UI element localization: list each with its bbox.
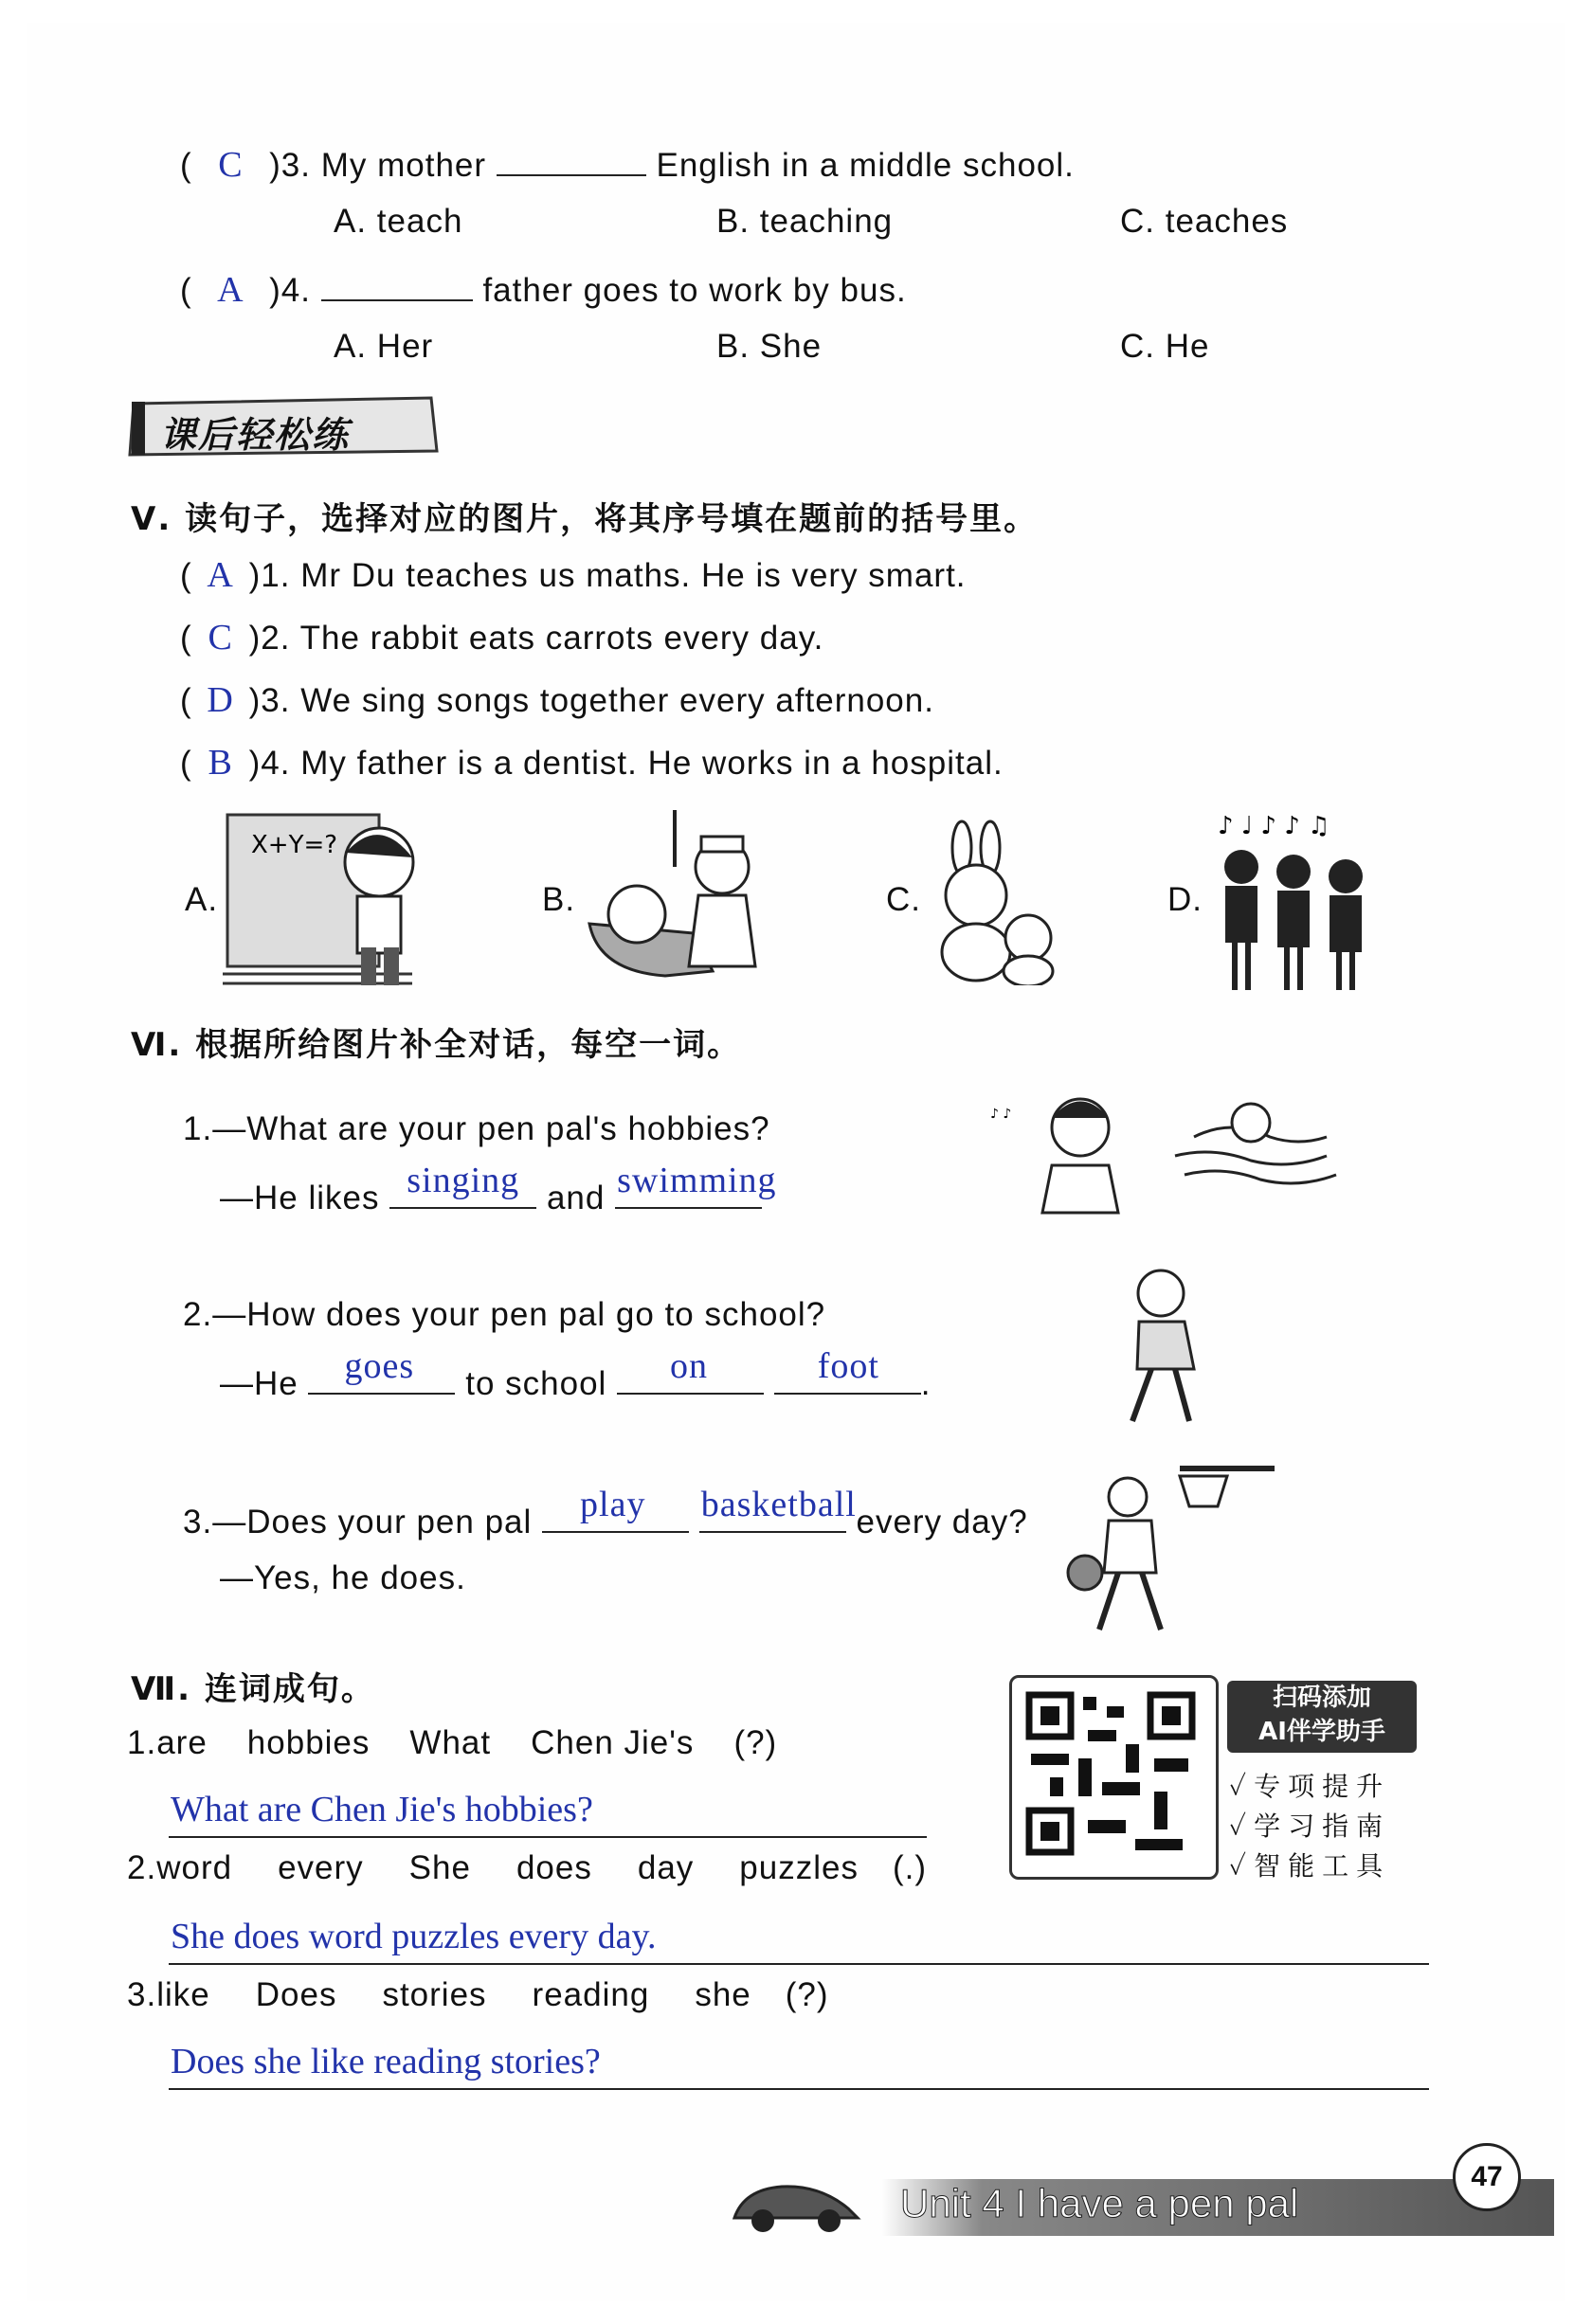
answer: A bbox=[217, 270, 244, 310]
qr-feature: ✓智能工具 bbox=[1229, 1850, 1391, 1882]
s5-item-4: ( B )4. My father is a dentist. He works in a hospital. bbox=[180, 743, 1004, 783]
qr-code-icon bbox=[1012, 1678, 1210, 1871]
walking-boy-picture bbox=[1109, 1265, 1218, 1435]
check-icon: ✓ bbox=[1229, 1850, 1255, 1882]
answer-blank[interactable] bbox=[497, 140, 646, 176]
s6-q3-line1: 3.—Does your pen pal play basketball every day? bbox=[183, 1485, 1028, 1540]
qr-card[interactable] bbox=[1009, 1675, 1417, 1882]
answer-blank[interactable]: play bbox=[542, 1497, 689, 1533]
page-number: 47 bbox=[1453, 2143, 1521, 2211]
section-banner bbox=[128, 396, 441, 459]
s7-item-1-line[interactable] bbox=[169, 1836, 927, 1838]
option-b: B. teaching bbox=[716, 203, 894, 240]
question-3: ( C )3. My mother English in a middle school. bbox=[180, 140, 1075, 186]
hobbies-picture bbox=[986, 1080, 1346, 1241]
chalkboard-text: X+Y=? bbox=[251, 831, 338, 859]
s5-item-2: ( C )2. The rabbit eats carrots every day. bbox=[180, 618, 824, 658]
answer-blank[interactable] bbox=[321, 265, 473, 301]
answer-blank[interactable]: basketball bbox=[699, 1497, 846, 1533]
qr-code[interactable] bbox=[1009, 1675, 1219, 1880]
s5-item-3: ( D )3. We sing songs together every afternoon. bbox=[180, 680, 934, 720]
section-5-heading: Ⅴ. 读句子，选择对应的图片，将其序号填在题前的括号里。 bbox=[131, 500, 1039, 538]
s7-item-3-line[interactable] bbox=[169, 2088, 1429, 2090]
singing-children-picture bbox=[1208, 805, 1379, 995]
answer-blank[interactable]: on bbox=[617, 1359, 764, 1395]
s7-item-2-line[interactable] bbox=[169, 1963, 1429, 1965]
option-a: A. teach bbox=[334, 203, 463, 240]
qr-feature: ✓专项提升 bbox=[1229, 1771, 1391, 1802]
pic-label-a: A. bbox=[185, 881, 219, 918]
s6-q1-line2: —He likes singing and swimming bbox=[220, 1161, 777, 1216]
s7-item-1-answer: What are Chen Jie's hobbies? bbox=[171, 1790, 593, 1829]
question-4: ( A )4. father goes to work by bus. bbox=[180, 265, 907, 311]
s7-item-2-answer: She does word puzzles every day. bbox=[171, 1917, 657, 1956]
answer-blank[interactable]: swimming bbox=[615, 1173, 762, 1209]
answer-blank[interactable]: singing bbox=[389, 1173, 536, 1209]
option-c: C. teaches bbox=[1120, 203, 1289, 240]
check-icon: ✓ bbox=[1229, 1811, 1255, 1842]
rabbits-picture bbox=[924, 820, 1066, 985]
qr-tag: 扫码添加 AI伴学助手 bbox=[1227, 1681, 1417, 1753]
dentist-picture bbox=[580, 810, 779, 985]
section-6-heading: Ⅵ. 根据所给图片补全对话，每空一词。 bbox=[131, 1026, 742, 1064]
s6-q2-line1: 2.—How does your pen pal go to school? bbox=[183, 1296, 826, 1333]
footer-unit-title: Unit 4 I have a pen pal bbox=[900, 2181, 1299, 2225]
basketball-picture bbox=[1057, 1459, 1284, 1639]
qr-feature: ✓学习指南 bbox=[1229, 1811, 1391, 1842]
answer-blank[interactable]: goes bbox=[308, 1359, 455, 1395]
pic-label-c: C. bbox=[886, 881, 921, 918]
answer-blank[interactable]: foot bbox=[774, 1359, 921, 1395]
section-7-heading: Ⅶ. 连词成句。 bbox=[131, 1670, 375, 1708]
svg-text:♪ ♪: ♪ ♪ bbox=[990, 1107, 1012, 1122]
pic-label-b: B. bbox=[542, 881, 576, 918]
s7-item-3-words: 3.like Does stories reading she (?) bbox=[127, 1976, 829, 2013]
s6-q1-line1: 1.—What are your pen pal's hobbies? bbox=[183, 1110, 770, 1147]
pic-label-d: D. bbox=[1167, 881, 1203, 918]
check-icon: ✓ bbox=[1229, 1771, 1255, 1802]
s7-item-2-words: 2.word every She does day puzzles (.) bbox=[127, 1849, 928, 1886]
banner-title: 课后轻松练 bbox=[160, 414, 351, 456]
s7-item-1-words: 1.are hobbies What Chen Jie's (?) bbox=[127, 1724, 778, 1761]
s6-q2-line2: —He goes to school on foot . bbox=[220, 1346, 932, 1402]
teacher-picture bbox=[223, 805, 441, 990]
svg-text:♪ ♩ ♪ ♪ ♫: ♪ ♩ ♪ ♪ ♫ bbox=[1218, 812, 1330, 840]
option-b: B. She bbox=[716, 328, 823, 365]
s7-item-3-answer: Does she like reading stories? bbox=[171, 2042, 601, 2081]
s5-item-1: ( A )1. Mr Du teaches us maths. He is very smart. bbox=[180, 555, 967, 595]
option-c: C. He bbox=[1120, 328, 1210, 365]
s6-q3-line2: —Yes, he does. bbox=[220, 1559, 466, 1596]
car-icon bbox=[725, 2175, 867, 2236]
answer: C bbox=[218, 145, 244, 185]
option-a: A. Her bbox=[334, 328, 434, 365]
